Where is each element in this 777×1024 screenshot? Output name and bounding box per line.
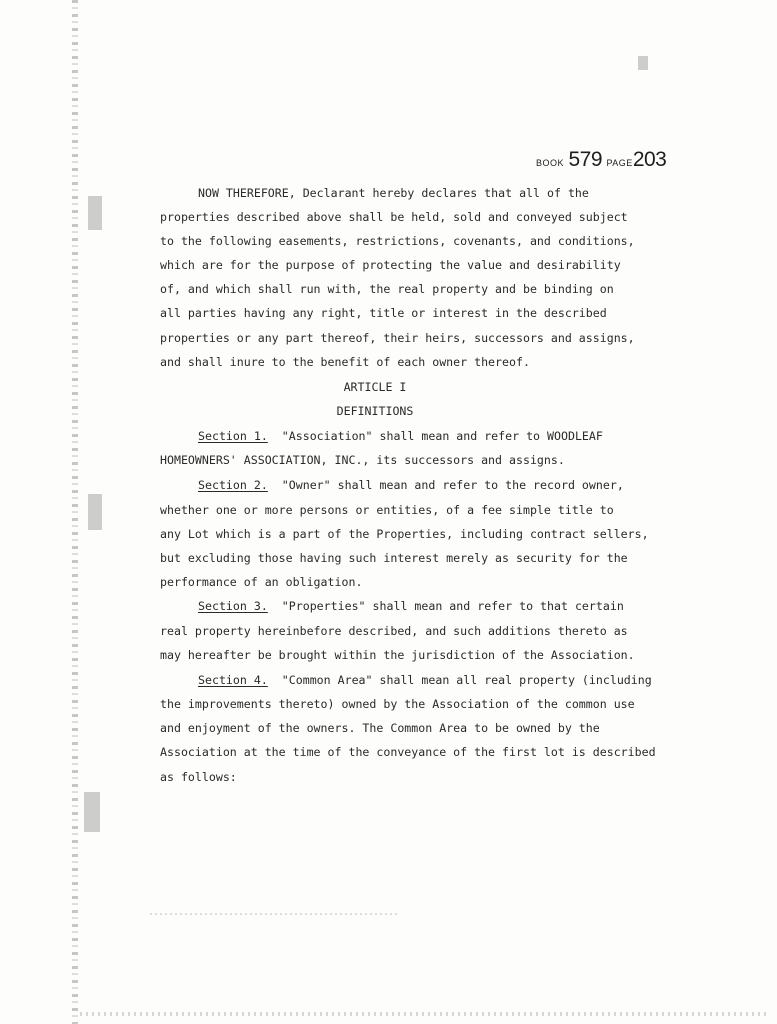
book-page-stamp: [536, 148, 666, 182]
preamble-line: and shall inure to the benefit of each owner thereof.: [160, 355, 530, 369]
section-label: Section 2.: [198, 478, 268, 492]
section-first-line: [160, 673, 718, 687]
preamble-line: properties described above shall be held, sold and conveyed subject: [160, 210, 628, 224]
scan-noise-line: [150, 913, 400, 915]
section-text: "Common Area" shall mean all real property (including: [281, 673, 652, 687]
section-line: any Lot which is a part of the Properties, including contract sellers,: [160, 527, 649, 541]
preamble-line: NOW THEREFORE, Declarant hereby declares that all of the: [198, 186, 589, 200]
article-title: DEFINITIONS: [336, 404, 414, 418]
article-number: ARTICLE I: [343, 380, 407, 394]
binding-edge-artifact: [72, 0, 78, 1024]
section-line: and enjoyment of the owners. The Common Area to be owned by the: [160, 721, 600, 735]
scan-speck: [638, 56, 648, 70]
section-label: Section 3.: [198, 599, 268, 613]
section-line: may hereafter be brought within the jurisdiction of the Association.: [160, 648, 635, 662]
book-label: BOOK: [536, 158, 565, 168]
preamble-line: properties or any part thereof, their heirs, successors and assigns,: [160, 331, 635, 345]
section-first-line: [160, 599, 718, 613]
section-line: but excluding those having such interest merely as security for the: [160, 551, 628, 565]
book-number: 579: [568, 148, 603, 171]
section-text: "Owner" shall mean and refer to the record owner,: [281, 478, 624, 492]
scan-noise-bottom: [80, 1012, 770, 1016]
section-line: real property hereinbefore described, and such additions thereto as: [160, 624, 628, 638]
section-text: "Association" shall mean and refer to WOODLEAF: [281, 429, 603, 443]
preamble-line: of, and which shall run with, the real property and be binding on: [160, 282, 614, 296]
section-line: the improvements thereto) owned by the Association of the common use: [160, 697, 635, 711]
section-label: Section 1.: [198, 429, 268, 443]
section-line: HOMEOWNERS' ASSOCIATION, INC., its successors and assigns.: [160, 453, 565, 467]
section-label: Section 4.: [198, 673, 268, 687]
section-line: as follows:: [160, 770, 237, 784]
section-line: performance of an obligation.: [160, 575, 363, 589]
preamble-line: all parties having any right, title or interest in the described: [160, 306, 607, 320]
scan-speck: [84, 792, 100, 832]
page-number: 203: [632, 148, 667, 171]
scan-speck: [88, 196, 102, 230]
section-text: "Properties" shall mean and refer to that certain: [281, 599, 624, 613]
preamble-line: which are for the purpose of protecting the value and desirability: [160, 258, 621, 272]
section-first-line: [160, 478, 718, 492]
section-line: whether one or more persons or entities, of a fee simple title to: [160, 503, 614, 517]
preamble-line: to the following easements, restrictions, covenants, and conditions,: [160, 234, 635, 248]
scan-speck: [88, 494, 102, 530]
page-label: PAGE: [606, 158, 633, 168]
section-line: Association at the time of the conveyance of the first lot is described: [160, 745, 656, 759]
section-first-line: [160, 429, 718, 443]
